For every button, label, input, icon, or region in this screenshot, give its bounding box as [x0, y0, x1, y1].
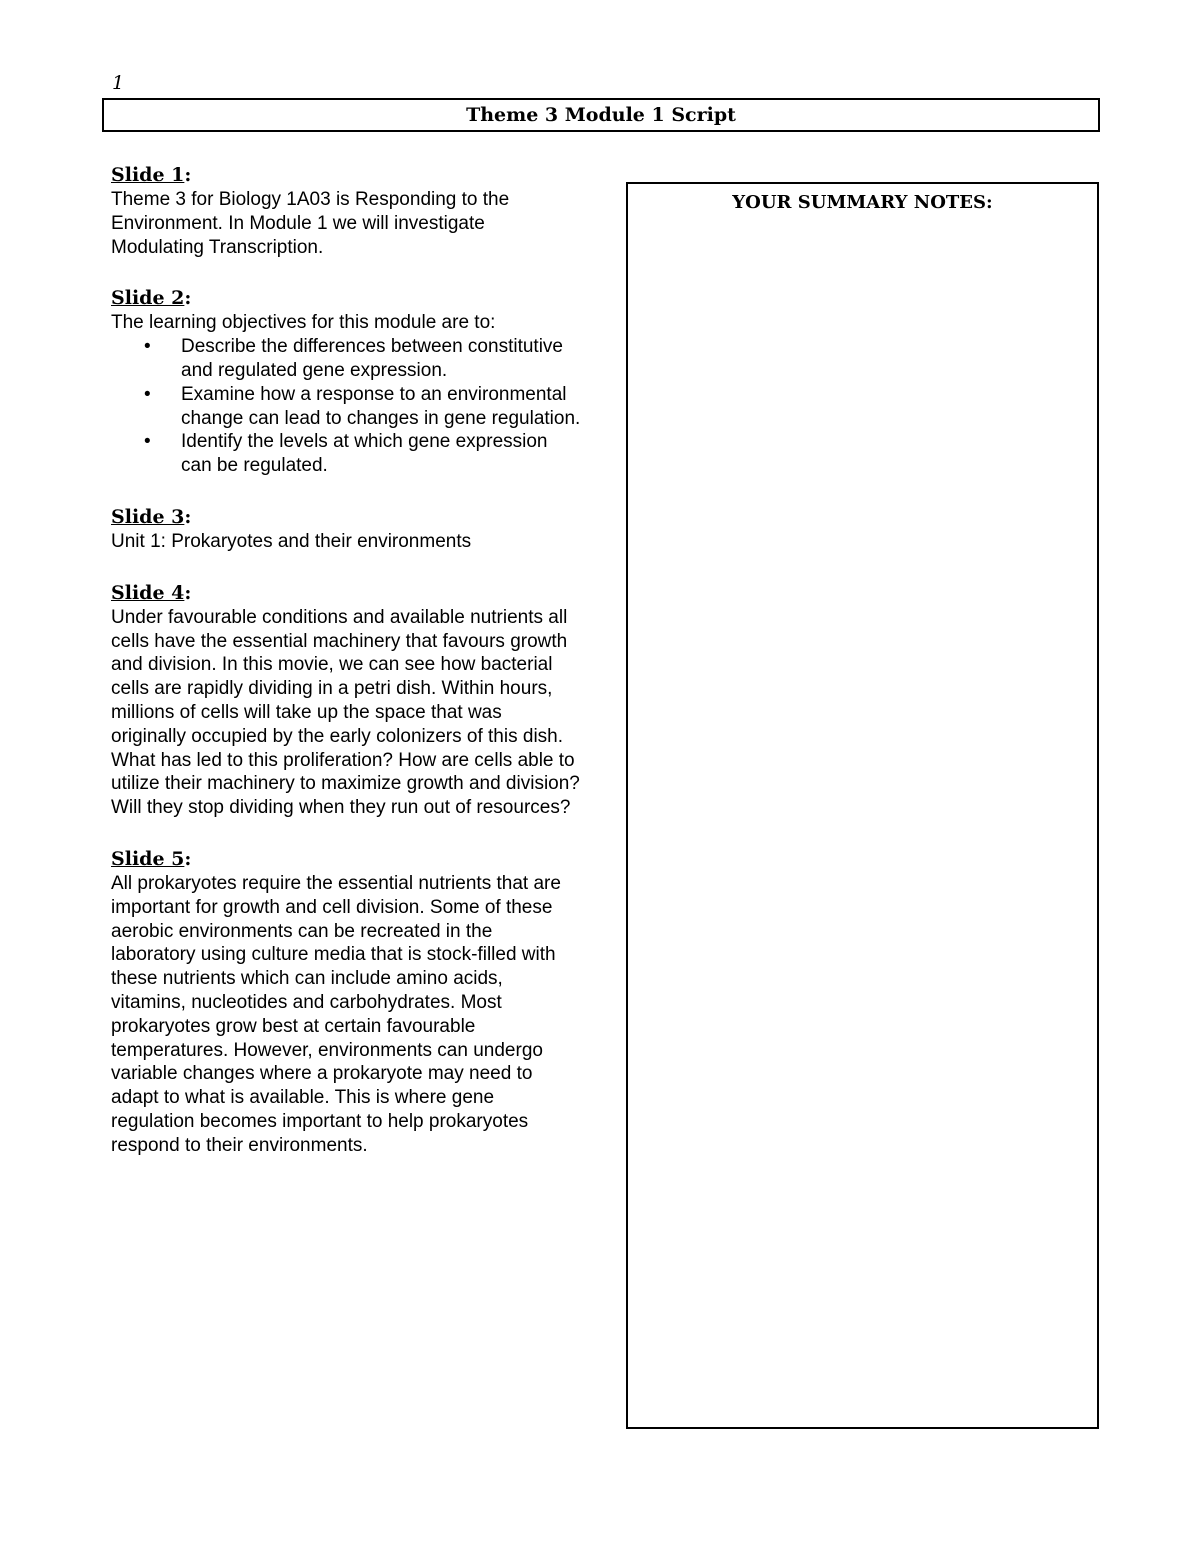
slide-1-heading: Slide 1:: [111, 164, 192, 186]
slide-1-label: Slide 1: [111, 164, 185, 186]
slide-4-section: [111, 580, 581, 820]
summary-notes-heading: YOUR SUMMARY NOTES:: [732, 192, 993, 213]
slide-2-label: Slide 2: [111, 287, 185, 310]
objective-text: Describe the differences between constitutive and regulated gene expression.: [181, 336, 563, 381]
slide-3-section: [111, 504, 581, 554]
slide-5-text: All prokaryotes require the essential nutrients that are important for growth and cell division. Some of these aerobic environments can be recreated in the laboratory using culture media that is stock-filled with these nutrients which can include amino acids, vitamins, nucleotides and carbohydrates. Most prokaryotes grow best at certain favourable temperatures. However, environments can undergo variable changes where a prokaryote may need to adapt to what is available. This is where gene regulation becomes important to help prokaryotes respond to their environments.: [111, 872, 561, 1156]
slide-4-heading: Slide 4:: [111, 581, 192, 604]
slide-1-text: Theme 3 for Biology 1A03 is Responding to the Environment. In Module 1 we will investigate Modulating Transcription.: [111, 189, 510, 258]
slide-5-heading: Slide 5:: [111, 847, 192, 870]
objective-text: Identify the levels at which gene expression can be regulated.: [181, 431, 548, 477]
learning-objectives-list: [111, 335, 581, 478]
summary-notes-box[interactable]: [626, 182, 1099, 1429]
document-title: [102, 98, 1100, 132]
objective-item: [111, 430, 581, 478]
objective-item: [111, 383, 581, 431]
page-number: 1: [112, 72, 125, 94]
slide-2-section: [111, 285, 581, 478]
slide-2-text: The learning objectives for this module are to:: [111, 312, 496, 334]
document-title-text: Theme 3 Module 1 Script: [466, 104, 736, 126]
bullet-icon: •: [144, 431, 151, 453]
slide-1-section: [111, 162, 581, 259]
slide-4-label: Slide 4: [111, 581, 185, 604]
script-column: [111, 162, 581, 1184]
slide-5-label: Slide 5: [111, 847, 185, 870]
slide-3-label: Slide 3: [111, 505, 185, 528]
slide-3-text: Unit 1: Prokaryotes and their environments: [111, 530, 472, 552]
slide-2-heading: Slide 2:: [111, 287, 192, 310]
slide-5-section: [111, 846, 581, 1158]
objective-item: [111, 335, 581, 383]
bullet-icon: •: [144, 383, 151, 405]
slide-4-text: Under favourable conditions and available nutrients all cells have the essential machinery that favours growth and division. In this movie, we can see how bacterial cells are rapidly dividing in a petri dish. Within hours, millions of cells will take up the space that was originally occupied by the early colonizers of this dish. What has led to this proliferation? How are cells able to utilize their machinery to maximize growth and division? Will they stop dividing when they run out of resources?: [111, 606, 580, 819]
objective-text: Examine how a response to an environmental change can lead to changes in gene regulation.: [181, 383, 581, 429]
bullet-icon: •: [144, 336, 151, 358]
slide-3-heading: Slide 3:: [111, 505, 192, 528]
